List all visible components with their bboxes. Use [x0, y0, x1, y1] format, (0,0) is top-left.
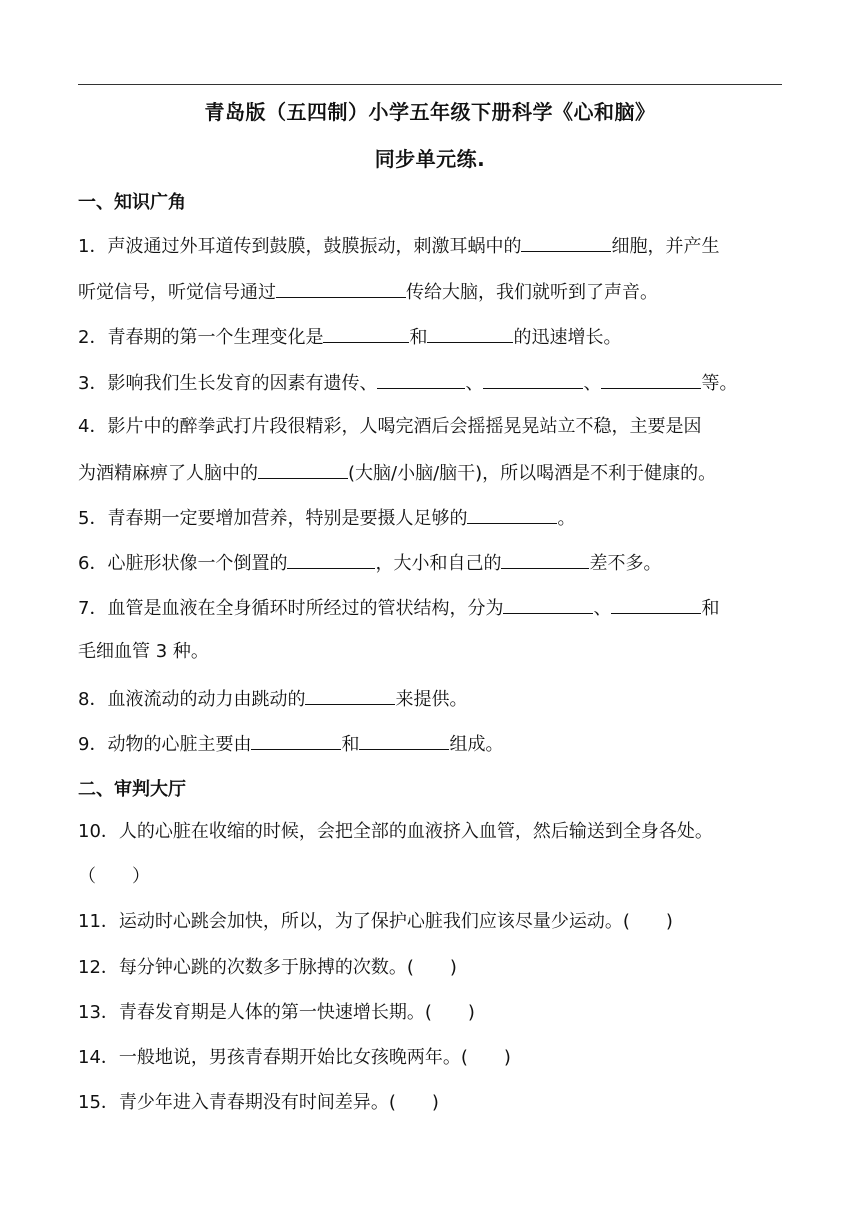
- question-1-line-2: [78, 279, 788, 305]
- question-text: 12．每分钟心跳的次数多于脉搏的次数。( ): [78, 957, 457, 978]
- answer-blank[interactable]: [467, 505, 557, 524]
- question-text: 7．血管是血液在全身循环时所经过的管状结构，分为: [78, 598, 504, 619]
- question-12: [78, 956, 788, 980]
- question-text: (大脑/小脑/脑干)，所以喝酒是不利于健康的。: [348, 463, 717, 484]
- question-text: 2．青春期的第一个生理变化是: [78, 327, 324, 348]
- question-text: 和: [409, 327, 428, 348]
- question-3: [78, 370, 788, 396]
- question-5: [78, 505, 788, 531]
- question-text: 差不多。: [589, 553, 662, 574]
- question-text: 听觉信号，听觉信号通过: [78, 282, 276, 303]
- question-text: 来提供。: [395, 689, 468, 710]
- page-subtitle: 同步单元练.: [374, 147, 486, 171]
- question-13: [78, 1001, 788, 1025]
- question-text: 等。: [701, 373, 738, 394]
- question-text: 和: [701, 598, 720, 619]
- question-9: [78, 731, 788, 757]
- question-text: 11．运动时心跳会加快，所以，为了保护心脏我们应该尽量少运动。( ): [78, 911, 673, 932]
- question-text: 3．影响我们生长发育的因素有遗传、: [78, 373, 378, 394]
- question-4-line-1: [78, 415, 788, 439]
- question-text: 6．心脏形状像一个倒置的: [78, 553, 288, 574]
- question-text: 的迅速增长。: [513, 327, 622, 348]
- question-text: 、: [583, 373, 602, 394]
- question-text: 为酒精麻痹了人脑中的: [78, 463, 258, 484]
- answer-blank[interactable]: [501, 550, 589, 569]
- question-10-line-2: [78, 865, 788, 889]
- question-text: 组成。: [449, 734, 504, 755]
- question-7-line-2: [78, 640, 788, 664]
- question-text: 15．青少年进入青春期没有时间差异。( ): [78, 1092, 439, 1113]
- question-4-line-2: [78, 460, 788, 486]
- question-text: 、: [593, 598, 612, 619]
- question-7-line-1: [78, 595, 788, 621]
- question-text: 、: [465, 373, 484, 394]
- question-text: 1．声波通过外耳道传到鼓膜，鼓膜振动，刺激耳蜗中的: [78, 236, 522, 257]
- question-text: 和: [341, 734, 360, 755]
- question-1-line-1: [78, 233, 788, 259]
- question-text: 传给大脑，我们就听到了声音。: [406, 282, 658, 303]
- question-text: 10．人的心脏在收缩的时候，会把全部的血液挤入血管，然后输送到全身各处。: [78, 821, 713, 842]
- section-heading-knowledge: 一、知识广角: [78, 192, 186, 213]
- question-2: [78, 324, 788, 350]
- answer-blank[interactable]: [521, 233, 611, 252]
- question-15: [78, 1091, 788, 1115]
- answer-blank[interactable]: [359, 731, 449, 750]
- question-14: [78, 1046, 788, 1070]
- page-title: 青岛版（五四制）小学五年级下册科学《心和脑》: [204, 100, 656, 124]
- answer-blank[interactable]: [323, 324, 409, 343]
- answer-blank[interactable]: [377, 370, 465, 389]
- question-11: [78, 910, 788, 934]
- question-text: ，大小和自己的: [375, 553, 502, 574]
- question-8: [78, 686, 788, 712]
- answer-blank[interactable]: [276, 279, 406, 298]
- answer-blank[interactable]: [601, 370, 701, 389]
- answer-blank[interactable]: [503, 595, 593, 614]
- question-6: [78, 550, 788, 576]
- question-text: 8．血液流动的动力由跳动的: [78, 689, 306, 710]
- answer-blank[interactable]: [611, 595, 701, 614]
- question-text: 4．影片中的醉拳武打片段很精彩，人喝完酒后会摇摇晃晃站立不稳，主要是因: [78, 416, 702, 437]
- answer-blank[interactable]: [287, 550, 375, 569]
- answer-blank[interactable]: [258, 460, 348, 479]
- answer-blank[interactable]: [427, 324, 513, 343]
- answer-parentheses[interactable]: （ ）: [78, 866, 150, 887]
- question-text: 。: [557, 508, 576, 529]
- question-text: 5．青春期一定要增加营养，特别是要摄人足够的: [78, 508, 468, 529]
- answer-blank[interactable]: [251, 731, 341, 750]
- answer-blank[interactable]: [305, 686, 395, 705]
- question-text: 毛细血管 3 种。: [78, 641, 209, 662]
- question-text: 13．青春发育期是人体的第一快速增长期。( ): [78, 1002, 475, 1023]
- question-text: 细胞，并产生: [611, 236, 720, 257]
- question-text: 9．动物的心脏主要由: [78, 734, 252, 755]
- header-rule: [78, 84, 782, 85]
- question-10-line-1: [78, 820, 788, 844]
- section-heading-judgement: 二、审判大厅: [78, 779, 186, 800]
- answer-blank[interactable]: [483, 370, 583, 389]
- question-text: 14．一般地说，男孩青春期开始比女孩晚两年。( ): [78, 1047, 511, 1068]
